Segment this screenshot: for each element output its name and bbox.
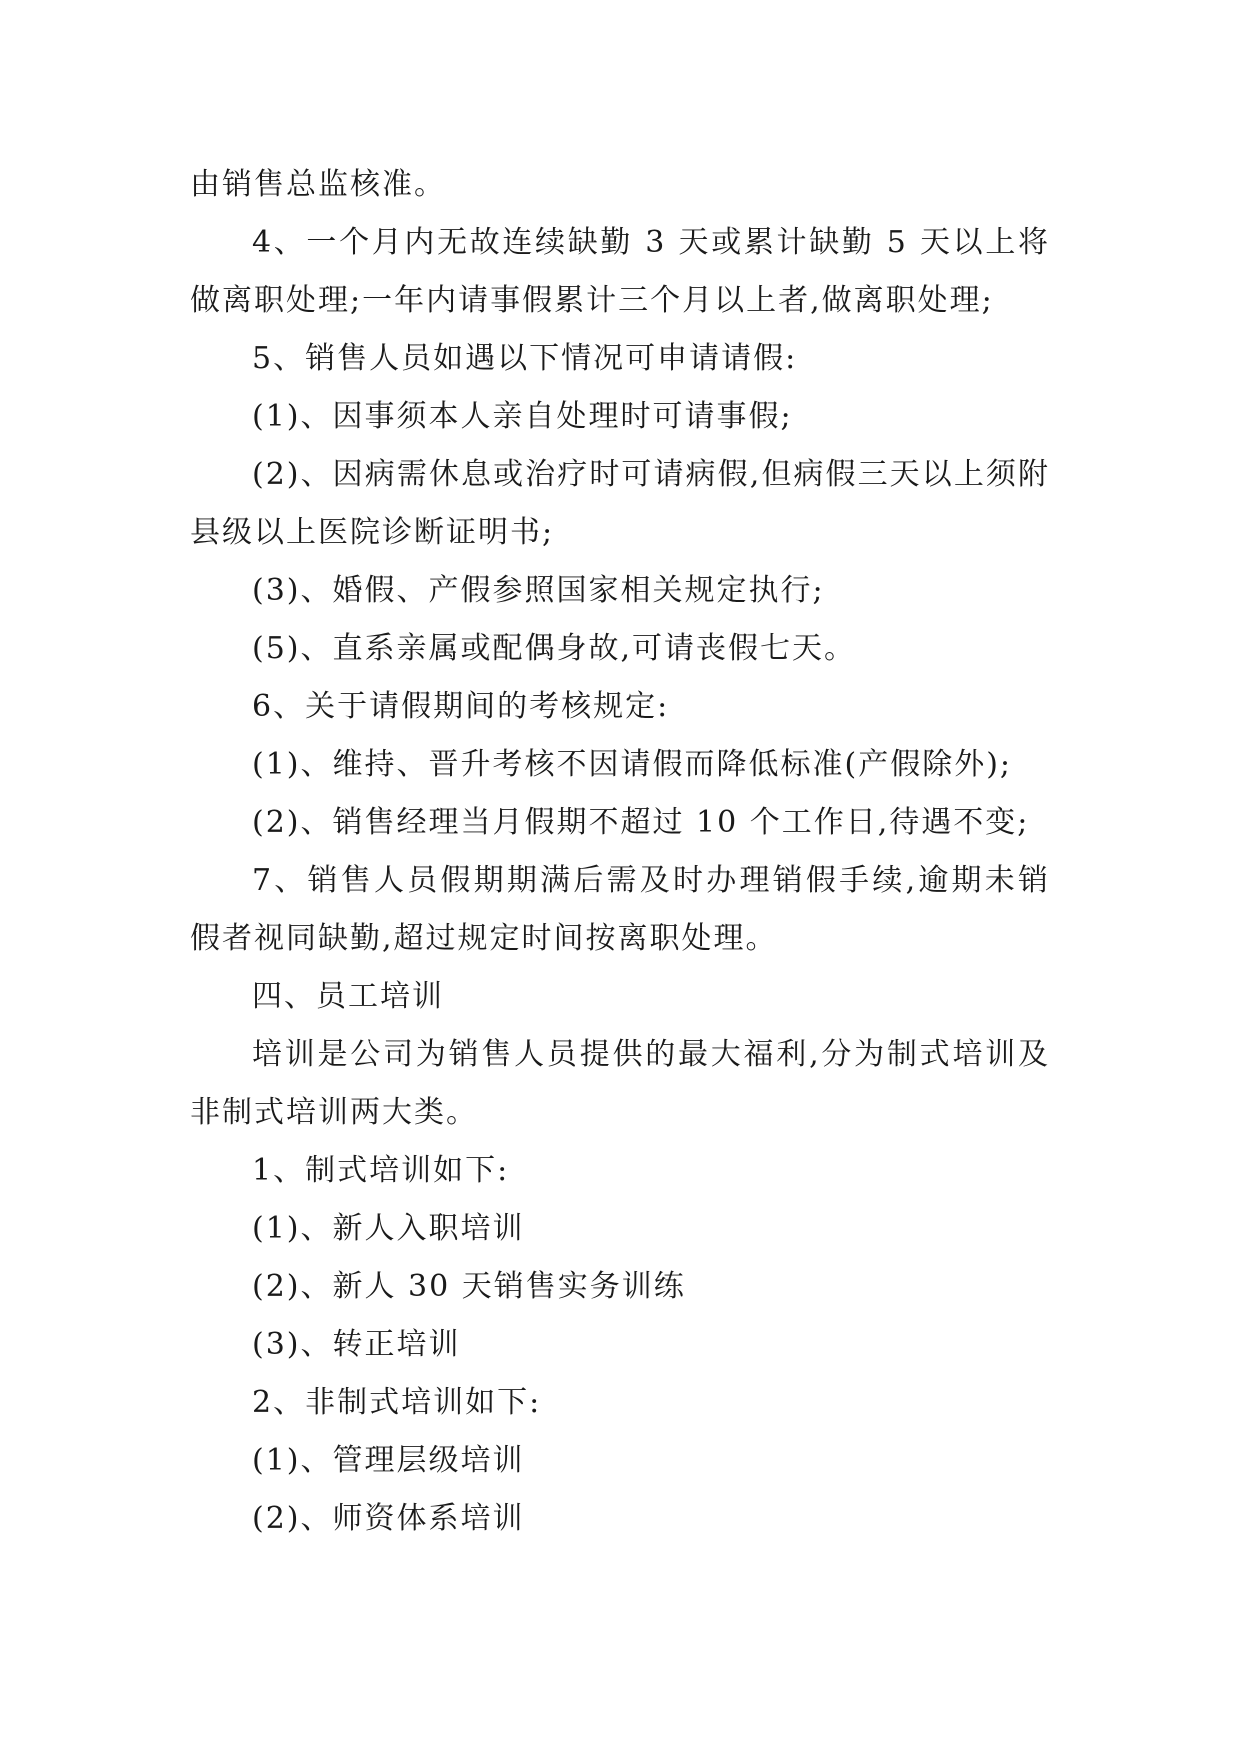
paragraph-sub-item: (3)、婚假、产假参照国家相关规定执行; xyxy=(252,573,825,608)
paragraph-item-1: 1、制式培训如下: xyxy=(252,1153,510,1188)
paragraph-sub-item: (1)、因事须本人亲自处理时可请事假; xyxy=(252,399,793,434)
document-body xyxy=(190,156,1050,1548)
paragraph-training-intro: 培训是公司为销售人员提供的最大福利,分为制式培训及非制式培训两大类。 xyxy=(190,1037,1050,1130)
paragraph-sub-item: (1)、新人入职培训 xyxy=(252,1211,525,1246)
paragraph-item-5: 5、销售人员如遇以下情况可申请请假: xyxy=(252,341,798,376)
paragraph-sub-item: (5)、直系亲属或配偶身故,可请丧假七天。 xyxy=(252,631,857,666)
paragraph-sub-item: (2)、因病需休息或治疗时可请病假,但病假三天以上须附县级以上医院诊断证明书; xyxy=(190,457,1050,550)
paragraph-sub-item: (2)、师资体系培训 xyxy=(252,1501,525,1536)
paragraph-item-7: 7、销售人员假期期满后需及时办理销假手续,逾期未销假者视同缺勤,超过规定时间按离职处理。 xyxy=(190,863,1050,956)
paragraph-continuation: 由销售总监核准。 xyxy=(190,167,446,202)
paragraph-item-6: 6、关于请假期间的考核规定: xyxy=(252,689,670,724)
paragraph-sub-item: (3)、转正培训 xyxy=(252,1327,461,1362)
paragraph-item-4: 4、一个月内无故连续缺勤 3 天或累计缺勤 5 天以上将做离职处理;一年内请事假累计三个月以上者,做离职处理; xyxy=(190,225,1050,318)
paragraph-sub-item: (2)、销售经理当月假期不超过 10 个工作日,待遇不变; xyxy=(252,805,1030,840)
section-heading: 四、员工培训 xyxy=(252,979,444,1014)
paragraph-sub-item: (1)、管理层级培训 xyxy=(252,1443,525,1478)
paragraph-sub-item: (1)、维持、晋升考核不因请假而降低标准(产假除外); xyxy=(252,747,1013,782)
paragraph-item-2: 2、非制式培训如下: xyxy=(252,1385,542,1420)
paragraph-sub-item: (2)、新人 30 天销售实务训练 xyxy=(252,1269,686,1304)
